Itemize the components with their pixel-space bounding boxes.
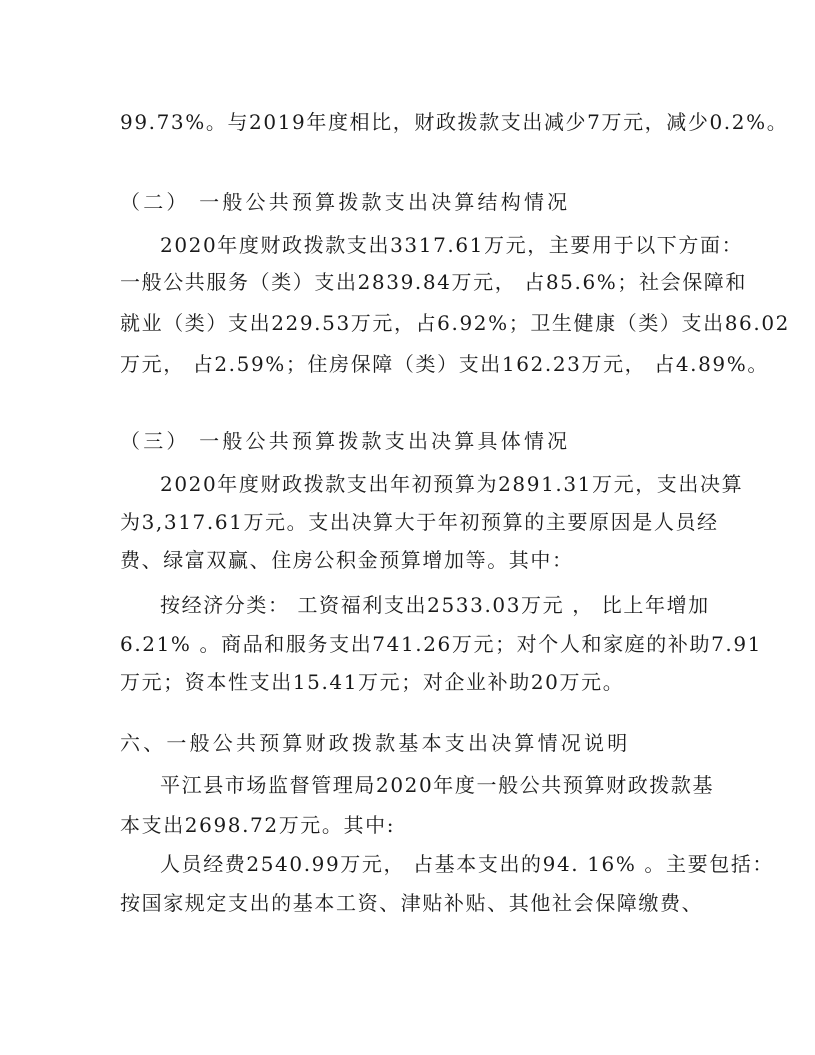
text-line-9: 为3,317.61万元。支出决算大于年初预算的主要原因是人员经 [120,510,719,534]
text-line-3: 2020年度财政拨款支出3317.61万元，主要用于以下方面： [160,233,744,257]
text-line-12: 6.21% 。商品和服务支出741.26万元；对个人和家庭的补助7.91 [120,632,763,656]
text-line-16: 本支出2698.72万元。其中: [120,813,396,837]
text-line-4: 一般公共服务（类）支出2839.84万元， 占85.6%；社会保障和 [120,270,747,294]
text-line-18: 按国家规定支出的基本工资、津贴补贴、其他社会保障缴费、 [120,891,704,915]
section-heading-6: 六、一般公共预算财政拨款基本支出决算情况说明 [120,731,631,755]
text-line-15: 平江县市场监督管理局2020年度一般公共预算财政拨款基 [160,773,715,797]
section-heading-3: （三） 一般公共预算拨款支出决算具体情况 [120,429,571,453]
text-line-8: 2020年度财政拨款支出年初预算为2891.31万元，支出决算 [160,472,744,496]
text-line-17: 人员经费2540.99万元， 占基本支出的94. 16% 。主要包括： [160,852,775,876]
section-heading-2: （二） 一般公共预算拨款支出决算结构情况 [120,190,571,214]
text-line-11: 按经济分类： 工资福利支出2533.03万元 ， 比上年增加 [160,593,710,617]
text-line-10: 费、绿富双赢、住房公积金预算增加等。其中： [120,548,574,572]
text-line-1: 99.73%。与2019年度相比，财政拨款支出减少7万元，减少0.2%。 [120,110,789,134]
text-line-6: 万元， 占2.59%；住房保障（类）支出162.23万元， 占4.89%。 [120,352,769,376]
text-line-5: 就业（类）支出229.53万元，占6.92%；卫生健康（类）支出86.02 [120,311,790,335]
text-line-13: 万元；资本性支出15.41万元；对企业补助20万元。 [120,670,625,694]
